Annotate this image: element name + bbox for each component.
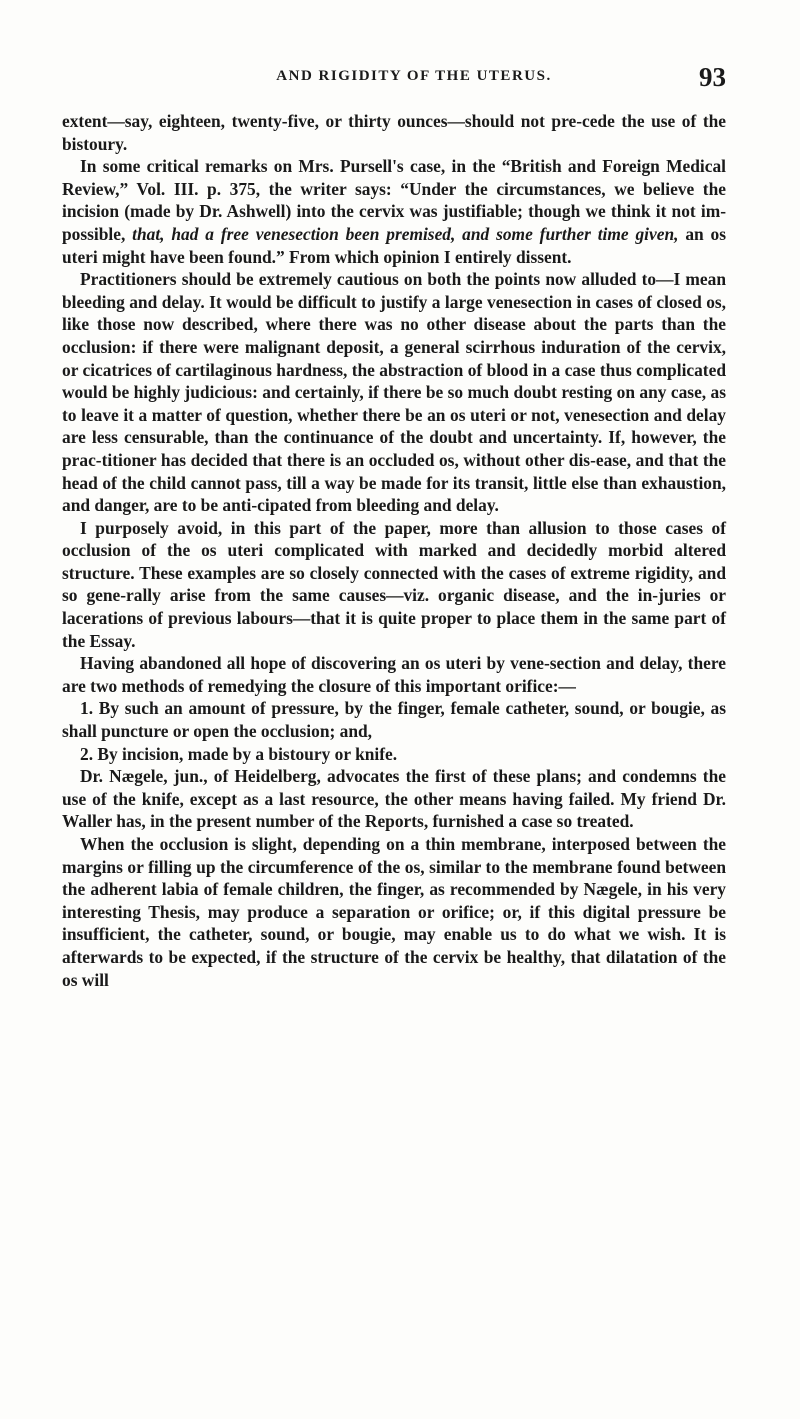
text-segment: Practitioners should be extremely cautious on both the points now alluded to—I mean bleeding and delay. It would be difficult to justify a large venesection in cases of closed os, like those now described, where there was no other disease about the parts than the occlusion: if there were malignant deposit, a general scirrhous induration of the cervix, or cicatrices of cartilaginous hardness, the abstraction of blood in a case thus complicated would be highly judicious: and certainly, if there be so much doubt resting on any case, as to leave it a matter of question, whether there be an os uteri or not, venesection and delay are less censurable, than the continuance of the doubt and uncertainty. If, however, the prac-titioner has decided that there is an occluded os, without other dis-ease, and that the head of the child cannot pass, till a way be made for its transit, little else than exhaustion, and danger, are to be anti-cipated from bleeding and delay. — [62, 269, 726, 516]
paragraph-1 — [62, 110, 726, 155]
text-segment: 1. By such an amount of pressure, by the finger, female catheter, sound, or bougie, as shall puncture or open the occlusion; and, — [62, 698, 726, 742]
text-segment: Having abandoned all hope of discovering an os uteri by vene-section and delay, there are two methods of remedying the closure of this important orifice:— — [62, 653, 726, 696]
paragraph-2 — [62, 155, 726, 268]
body-text — [62, 110, 726, 991]
paragraph-9 — [62, 833, 726, 991]
running-head — [62, 62, 726, 102]
paragraph-6 — [62, 697, 726, 742]
running-title: AND RIGIDITY OF THE UTERUS. — [276, 68, 552, 84]
text-segment: I purposely avoid, in this part of the paper, more than allusion to those cases of occlusion of the os uteri complicated with marked and decidedly morbid altered structure. These examples are so closely connected with the cases of extreme rigidity, and so gene-rally arise from the same causes—viz. organic disease, and the in-juries or lacerations of previous labours—that it is quite proper to place them in the same part of the Essay. — [62, 517, 726, 651]
text-segment: When the occlusion is slight, depending on a thin membrane, interposed between the margins or filling up the circumference of the os, similar to the membrane found between the adherent labia of female children, the finger, as recommended by Nægele, in his very interesting Thesis, may produce a separation or orifice; or, if this digital pressure be insufficient, the catheter, sound, or bougie, may enable us to do what we wish. It is afterwards to be expected, if the structure of the cervix be healthy, that dilatation of the os will — [62, 834, 726, 990]
page-number: 93 — [699, 62, 726, 92]
text-segment: Dr. Nægele, jun., of Heidelberg, advocates the first of these plans; and condemns the use of the knife, except as a last resource, the other means having failed. My friend Dr. Waller has, in the present number of the Reports, furnished a case so treated. — [62, 766, 726, 832]
text-segment: 2. By incision, made by a bistoury or knife. — [80, 743, 398, 764]
text-segment: In some critical remarks on Mrs. Pursell's case, in the “British and Foreign Medical Review,” Vol. III. p. 375, the writer says: “Under the circumstances, we believe the incision (made by Dr. Ashwell) into the cervix was justifiable; though we think it not im-possible, — [62, 156, 726, 244]
paragraph-5 — [62, 652, 726, 697]
paragraph-7 — [62, 743, 726, 766]
text-segment: extent—say, eighteen, twenty-five, or thirty ounces—should not pre-cede the use of the bistoury. — [62, 111, 726, 154]
italic-segment: that, had a free venesection been premised, and some further time given, — [132, 223, 679, 244]
paragraph-3 — [62, 268, 726, 517]
paragraph-4 — [62, 517, 726, 653]
text-segment: an os uteri might have been found.” From which opinion I entirely dissent. — [62, 223, 726, 267]
paragraph-8 — [62, 765, 726, 833]
